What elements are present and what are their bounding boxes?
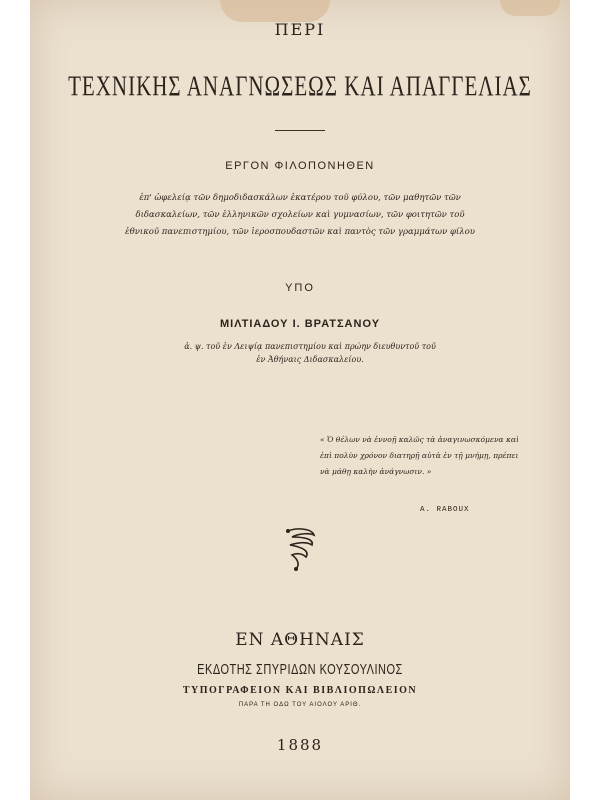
- paper-stain: [500, 0, 560, 16]
- title-page: [30, 0, 570, 800]
- author-credentials: ἀ. ψ. τοῦ ἐν Λειψίᾳ πανεπιστημίου καὶ πρώην διευθυντοῦ τοῦ ἐν Ἀθήναις Διδασκαλείου.: [184, 342, 436, 364]
- author-name: ΜΙΛΤΙΑΔΟΥ Ι. ΒΡΑΤΣΑΝΟΥ: [219, 318, 381, 330]
- imprint-city: ΕΝ ΑΘΗΝΑΙΣ: [235, 630, 365, 650]
- subtitle: ΕΡΓΟΝ ΦΙΛΟΠΟΝΗΘΕΝ: [225, 160, 375, 172]
- printer-ornament-icon: [280, 525, 320, 573]
- imprint-address: ΠΑΡΑ ΤΗ ΟΔΩ ΤΟΥ ΑΙΟΛΟΥ ΑΡΙΘ.: [238, 702, 362, 708]
- by-label: ΥΠΟ: [285, 282, 315, 294]
- dedication-text: ἐπ' ὠφελείᾳ τῶν δημοδιδασκάλων ἑκατέρου τοῦ φύλου, τῶν μαθητῶν τῶν διδασκαλείων, τῶν ἑλληνικῶν σχολείων καὶ γυμνασίων, τῶν φοιτητῶν τοῦ ἐθνικοῦ πανεπιστημίου, τῶν ἱεροσπουδαστῶν καὶ παντὸς τῶν γραμμάτων φίλου: [125, 193, 475, 237]
- imprint-year: 1888: [276, 736, 324, 754]
- epigraph-text: « Ὁ θέλων νὰ ἐννοῇ καλῶς τὰ ἀναγινωσκόμενα καὶ ἐπὶ πολὺν χρόνον διατηρῇ αὐτὰ ἐν τῇ μνήμῃ, πρέπει νὰ μάθῃ καλὴν ἀνάγνωσιν. »: [320, 435, 519, 476]
- divider: [275, 130, 325, 131]
- paper-stain: [220, 0, 330, 22]
- imprint-publisher: ΕΚΔΟΤΗΣ ΣΠΥΡΙΔΩΝ ΚΟΥΣΟΥΛΙΝΟΣ: [197, 662, 403, 678]
- heading-peri: ΠΕΡΙ: [274, 20, 326, 39]
- book-title: ΤΕΧΝΙΚΗΣ ΑΝΑΓΝΩΣΕΩΣ ΚΑΙ ΑΠΑΓΓΕΛΙΑΣ: [68, 69, 532, 103]
- epigraph-attribution: A. RABOUX: [420, 506, 470, 514]
- imprint-press: ΤΥΠΟΓΡΑΦΕΙΟΝ ΚΑΙ ΒΙΒΛΙΟΠΩΛΕΙΟΝ: [182, 685, 418, 696]
